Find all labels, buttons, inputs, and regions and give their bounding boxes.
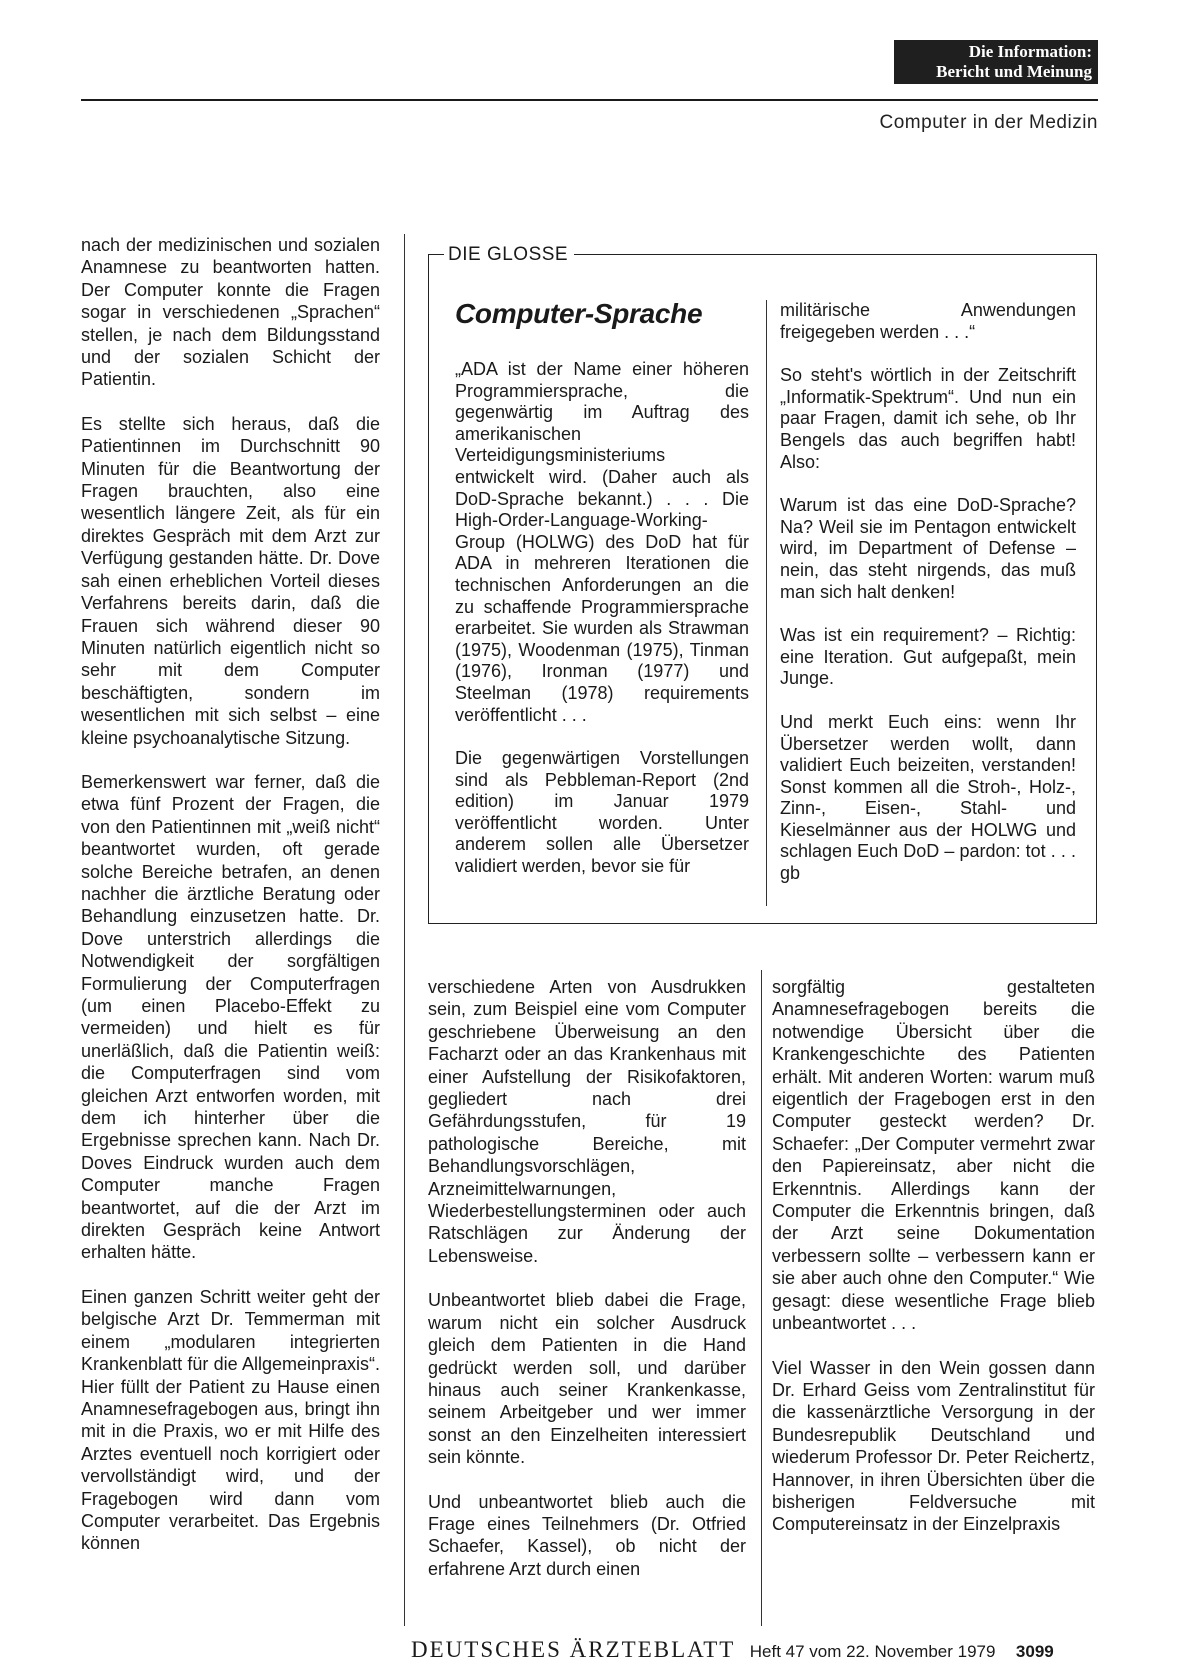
left-column (81, 234, 380, 1555)
paragraph: Bemerkenswert war ferner, daß die etwa fünf Prozent der Fragen, die von den Patientinnen mit „weiß nicht“ beantwortet wurden, oft gerade solche Bereiche betrafen, an denen nachher die ärztliche Beratung oder Behandlung einzusetzen hatte. Dr. Dove unterstrich allerdings die Notwendigkeit der sorgfältigen Formulierung der Computerfragen (um einen Placebo-Effekt zu vermeiden) und hielt es für unerläßlich, daß die Patientin weiß: die Computerfragen sind vom gleichen Arzt entworfen worden, mit dem ich hinterher über die Ergebnisse sprechen kann. Nach Dr. Doves Eindruck wurden auch dem Computer manche Fragen beantwortet, auf die der Arzt im direkten Gespräch keine Antwort erhalten hätte. (81, 771, 380, 1263)
section-title: Computer in der Medizin (879, 112, 1098, 133)
middle-column (428, 976, 746, 1580)
glosse-column-2 (780, 300, 1076, 885)
badge-line-1: Die Information: (968, 42, 1092, 61)
glosse-title: Computer-Sprache (455, 298, 703, 329)
paragraph: sorgfältig gestalteten Anamnesefragebogen bereits die notwendige Übersicht über die Krankengeschichte des Patienten erhält. Mit anderen Worten: warum muß eigentlich der Fragebogen erst in den Computer gesteckt werden? Dr. Schaefer: „Der Computer vermehrt zwar den Papiereinsatz, aber nicht die Erkenntnis. Allerdings kann der Computer die Erkenntnis bringen, daß der Arzt seine Dokumentation verbessern sollte – verbessern kann er sie aber auch ohne den Computer.“ Wie gesagt: diese wesentliche Frage blieb unbeantwortet . . . (772, 977, 1095, 1334)
journal-name: DEUTSCHES ÄRZTEBLATT (411, 1637, 736, 1662)
glosse-column-1 (455, 359, 749, 878)
page-number: 3099 (1015, 1642, 1054, 1661)
paragraph: Warum ist das eine DoD-Sprache? Na? Weil sie im Pentagon entwickelt wird, im Department of Defense – nein, das steht nirgends, das muß man sich halt denken! (780, 495, 1076, 602)
paragraph: Und merkt Euch eins: wenn Ihr Übersetzer werden wollt, dann validiert Euch beizeiten, verstanden! Sonst kommen all die Stroh-, Holz-, Zinn-, Eisen-, Stahl- und Kieselmänner aus der HOLWG und schlagen Euch DoD – pardon: tot . . . gb (780, 711, 1076, 884)
column-divider (404, 234, 405, 1626)
paragraph: „ADA ist der Name einer höheren Programmiersprache, die gegenwärtig im Auftrag des amerikanischen Verteidigungsministeriums entwickelt wird. (Daher auch als DoD-Sprache bekannt.) . . . Die High-Order-Language-Working-Group (HOLWG) des DoD hat für ADA in mehreren Iterationen die technischen Anforderungen an die zu schaffende Programmiersprache erarbeitet. Sie wurden als Strawman (1975), Woodenman (1975), Tinman (1976), Ironman (1977) und Steelman (1978) requirements veröffentlicht . . . (455, 359, 749, 725)
right-column (772, 976, 1095, 1536)
paragraph: Die gegenwärtigen Vorstellungen sind als Pebbleman-Report (2nd edition) im Januar 1979 veröffentlicht worden. Unter anderem sollen alle Übersetzer validiert werden, bevor sie für (455, 748, 749, 877)
glosse-tag: DIE GLOSSE (444, 244, 574, 266)
paragraph: Und unbeantwortet blieb auch die Frage eines Teilnehmers (Dr. Otfried Schaefer, Kassel), ob nicht der erfahrene Arzt durch einen (428, 1491, 746, 1579)
paragraph: Was ist ein requirement? – Richtig: eine Iteration. Gut aufgepaßt, mein Junge. (780, 625, 1076, 689)
paragraph: verschiedene Arten von Ausdrukken sein, zum Beispiel eine vom Computer geschriebene Überweisung an den Facharzt oder an das Krankenhaus mit einer Aufstellung der Risikofaktoren, gegliedert nach drei Gefährdungsstufen, für 19 pathologische Bereiche, mit Behandlungsvorschlägen, Arzneimittelwarnungen, Wiederbestellungsterminen oder auch Ratschlägen zur Änderung der Lebensweise. (428, 977, 746, 1266)
column-divider (761, 970, 762, 1626)
paragraph: So steht's wörtlich in der Zeitschrift „Informatik-Spektrum“. Und nun ein paar Fragen, damit ich sehe, ob Ihr Bengels das auch begriffen habt! Also: (780, 365, 1076, 472)
paragraph: nach der medizinischen und sozialen Anamnese zu beantworten hatten. Der Computer konnte die Fragen sogar in verschiedenen „Sprachen“ stellen, je nach dem Bildungsstand und der sozialen Schicht der Patientin. (81, 235, 380, 390)
paragraph: Es stellte sich heraus, daß die Patientinnen im Durchschnitt 90 Minuten für die Beantwortung der Fragen brauchten, also eine wesentlich längere Zeit, als für ein direktes Gespräch mit dem Arzt zur Verfügung gestanden hätte. Dr. Dove sah einen erheblichen Vorteil dieses Verfahrens bereits darin, daß die Frauen sich während dieser 90 Minuten natürlich eigentlich nicht so sehr mit dem Computer beschäftigten, sondern im wesentlichen mit sich selbst – eine kleine psychoanalytische Sitzung. (81, 413, 380, 748)
paragraph: militärische Anwendungen freigegeben werden . . .“ (780, 300, 1076, 342)
badge-line-2: Bericht und Meinung (936, 62, 1092, 81)
paragraph: Viel Wasser in den Wein gossen dann Dr. Erhard Geiss vom Zentralinstitut für die kassenärztliche Versorgung in der Bundesrepublik Deutschland und wiederum Professor Dr. Peter Reichertz, Hannover, in ihren Übersichten über die bisherigen Feldversuche mit Computereinsatz in der Einzelpraxis (772, 1357, 1095, 1535)
issue-info: Heft 47 vom 22. November 1979 (749, 1642, 996, 1661)
page-footer (411, 1637, 1054, 1663)
header-rule (81, 99, 1098, 101)
paragraph: Unbeantwortet blieb dabei die Frage, warum nicht ein solcher Ausdruck gleich dem Patienten in die Hand gedrückt werden soll, und darüber hinaus auch seiner Krankenkasse, seinem Arbeitgeber und wer immer sonst an den Einzelheiten interessiert sein könnte. (428, 1290, 746, 1468)
glosse-divider (766, 300, 767, 906)
section-badge (894, 40, 1098, 84)
paragraph: Einen ganzen Schritt weiter geht der belgische Arzt Dr. Temmerman mit einem „modularen integrierten Krankenblatt für die Allgemeinpraxis“. Hier füllt der Patient zu Hause einen Anamnesefragebogen aus, bringt ihn mit in die Praxis, wo er mit Hilfe des Arztes eventuell noch korrigiert oder vervollständigt wird, und der Fragebogen wird dann vom Computer verarbeitet. Das Ergebnis können (81, 1286, 380, 1554)
